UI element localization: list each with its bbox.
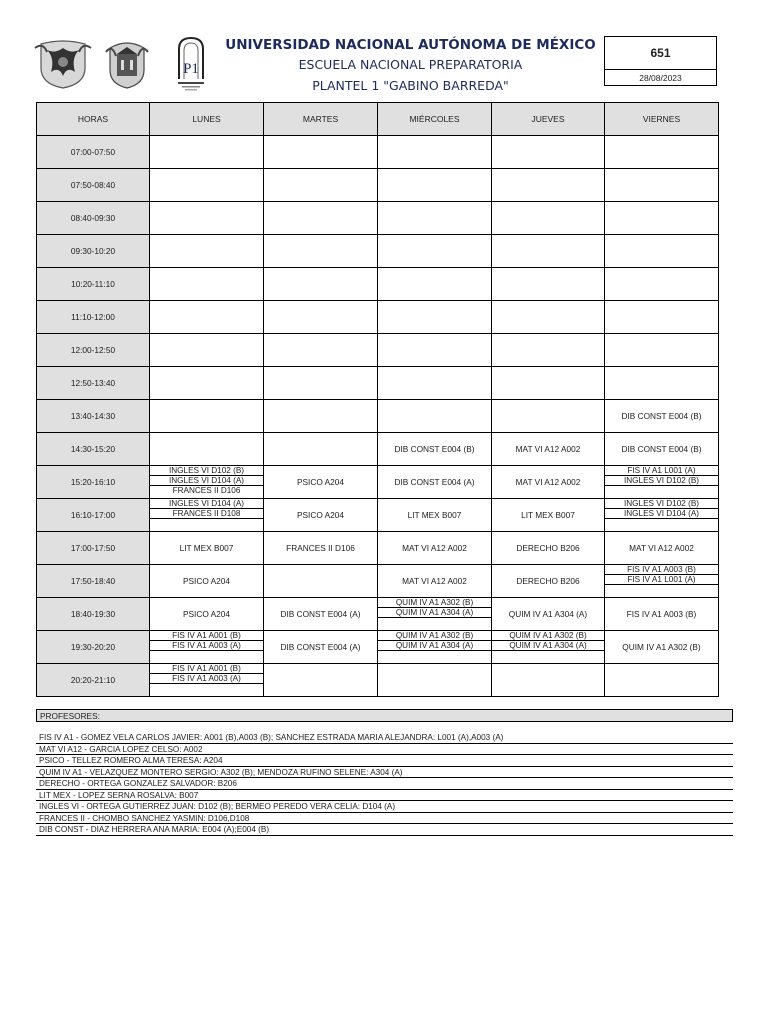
class-entry: FIS IV A1 L001 (A) [605, 466, 718, 476]
schedule-cell [378, 235, 492, 268]
cell-spacer [605, 519, 718, 522]
class-entry: LIT MEX B007 [407, 510, 462, 520]
class-entry: FIS IV A1 A001 (B) [150, 631, 263, 641]
enp-crest-icon [104, 38, 150, 90]
schedule-cell [264, 631, 378, 664]
schedule-cell [264, 334, 378, 367]
table-row [37, 499, 719, 532]
professor-entry: MAT VI A12 - GARCIA LOPEZ CELSO: A002 [36, 744, 733, 756]
class-entry: QUIM IV A1 A304 (A) [508, 609, 588, 619]
schedule-cell [378, 466, 492, 499]
hour-cell: 12:00-12:50 [37, 334, 150, 367]
cell-spacer [150, 684, 263, 687]
schedule-cell [378, 334, 492, 367]
table-row [37, 268, 719, 301]
hour-cell: 17:00-17:50 [37, 532, 150, 565]
professor-entry: DIB CONST - DIAZ HERRERA ANA MARIA: E004 (A);E004 (B) [36, 824, 733, 836]
schedule-cell [605, 136, 719, 169]
schedule-cell [264, 400, 378, 433]
schedule-cell [264, 136, 378, 169]
schedule-cell [150, 235, 264, 268]
schedule-cell [264, 466, 378, 499]
schedule-cell [150, 499, 264, 532]
schedule-cell [492, 400, 605, 433]
hour-cell: 16:10-17:00 [37, 499, 150, 532]
schedule-cell [605, 466, 719, 499]
schedule-cell [605, 334, 719, 367]
cell-spacer [378, 618, 491, 621]
column-header: MIÉRCOLES [378, 103, 492, 136]
class-entry: PSICO A204 [182, 576, 231, 586]
schedule-cell [492, 466, 605, 499]
schedule-cell [150, 664, 264, 697]
schedule-cell [378, 664, 492, 697]
hour-cell: 08:40-09:30 [37, 202, 150, 235]
schedule-cell [605, 169, 719, 202]
schedule-cell [264, 367, 378, 400]
class-entry: FIS IV A1 A003 (B) [605, 565, 718, 575]
schedule-cell [264, 664, 378, 697]
class-entry: QUIM IV A1 A304 (A) [378, 641, 491, 651]
class-entry: LIT MEX B007 [521, 510, 575, 520]
schedule-cell [150, 268, 264, 301]
table-row [37, 433, 719, 466]
schedule-cell [605, 664, 719, 697]
column-header: HORAS [37, 103, 150, 136]
schedule-cell [264, 433, 378, 466]
column-header: MARTES [264, 103, 378, 136]
schedule-cell [605, 400, 719, 433]
table-row [37, 202, 719, 235]
class-entry: INGLES VI D104 (A) [605, 509, 718, 519]
table-row [37, 466, 719, 499]
schedule-cell [492, 499, 605, 532]
hour-cell: 19:30-20:20 [37, 631, 150, 664]
hour-cell: 12:50-13:40 [37, 367, 150, 400]
schedule-cell [492, 664, 605, 697]
schedule-cell [605, 565, 719, 598]
schedule-cell [264, 565, 378, 598]
document-date: 28/08/2023 [639, 73, 682, 83]
class-entry: INGLES VI D102 (B) [605, 476, 718, 486]
schedule-cell [150, 598, 264, 631]
professor-entry: PSICO - TELLEZ ROMERO ALMA TERESA: A204 [36, 755, 733, 767]
schedule-cell [378, 499, 492, 532]
schedule-cell [605, 235, 719, 268]
schedule-cell [150, 433, 264, 466]
cell-spacer [150, 519, 263, 522]
schedule-cell [150, 169, 264, 202]
table-row [37, 367, 719, 400]
schedule-cell [378, 202, 492, 235]
class-entry: MAT VI A12 A002 [515, 477, 581, 487]
class-entry: QUIM IV A1 A302 (B) [378, 631, 491, 641]
hour-cell: 15:20-16:10 [37, 466, 150, 499]
schedule-cell [605, 532, 719, 565]
class-entry: INGLES VI D104 (A) [150, 499, 263, 509]
professor-entry: QUIM IV A1 - VELAZQUEZ MONTERO SERGIO: A302 (B); MENDOZA RUFINO SELENE: A304 (A) [36, 767, 733, 779]
hour-cell: 11:10-12:00 [37, 301, 150, 334]
schedule-cell [492, 631, 605, 664]
schedule-cell [492, 169, 605, 202]
schedule-cell [378, 400, 492, 433]
class-entry: PSICO A204 [182, 609, 231, 619]
schedule-cell [605, 433, 719, 466]
schedule-cell [264, 532, 378, 565]
schedule-cell [492, 598, 605, 631]
professor-entry: FIS IV A1 - GOMEZ VELA CARLOS JAVIER: A001 (B),A003 (B); SANCHEZ ESTRADA MARIA ALEJANDRA: L001 (A),A003 (A) [36, 732, 733, 744]
group-number: 651 [605, 37, 716, 70]
schedule-cell [378, 268, 492, 301]
campus-name: PLANTEL 1 "GABINO BARREDA" [312, 78, 509, 93]
class-entry: PSICO A204 [296, 477, 345, 487]
cell-spacer [605, 585, 718, 588]
schedule-cell [150, 532, 264, 565]
class-entry: FIS IV A1 A003 (A) [150, 674, 263, 684]
professor-entry: LIT MEX - LOPEZ SERNA ROSALVA: B007 [36, 790, 733, 802]
class-entry: DERECHO B206 [516, 543, 580, 553]
schedule-cell [150, 466, 264, 499]
svg-text:P1: P1 [183, 61, 199, 77]
schedule-cell [605, 598, 719, 631]
schedule-cell [492, 202, 605, 235]
schedule-cell [492, 301, 605, 334]
schedule-cell [492, 565, 605, 598]
hour-cell: 09:30-10:20 [37, 235, 150, 268]
class-entry: DIB CONST E004 (A) [280, 609, 361, 619]
class-entry: INGLES VI D104 (A) [150, 476, 263, 486]
professors-label: PROFESORES: [36, 709, 733, 722]
cell-spacer [378, 651, 491, 654]
hour-cell: 14:30-15:20 [37, 433, 150, 466]
schedule-cell [150, 334, 264, 367]
column-header: VIERNES [605, 103, 719, 136]
professors-list [36, 732, 733, 836]
class-entry: PSICO A204 [296, 510, 345, 520]
table-row [37, 400, 719, 433]
table-row [37, 664, 719, 697]
class-entry: FIS IV A1 A003 (B) [626, 609, 697, 619]
schedule-cell [150, 565, 264, 598]
cell-spacer [605, 486, 718, 489]
class-entry: INGLES VI D102 (B) [605, 499, 718, 509]
cell-spacer [150, 651, 263, 654]
schedule-cell [605, 268, 719, 301]
schedule-cell [150, 202, 264, 235]
class-entry: INGLES VI D102 (B) [150, 466, 263, 476]
class-entry: FRANCES II D106 [172, 486, 241, 495]
schedule-cell [264, 301, 378, 334]
class-entry: FIS IV A1 A001 (B) [150, 664, 263, 674]
schedule-cell [605, 202, 719, 235]
hour-cell: 10:20-11:10 [37, 268, 150, 301]
schedule-cell [378, 532, 492, 565]
schedule-cell [605, 367, 719, 400]
schedule-cell [605, 499, 719, 532]
schedule-cell [378, 631, 492, 664]
class-entry: MAT VI A12 A002 [629, 543, 694, 553]
schedule-cell [492, 235, 605, 268]
class-entry: QUIM IV A1 A304 (A) [378, 608, 491, 618]
class-entry: MAT VI A12 A002 [402, 576, 467, 586]
schedule-cell [264, 235, 378, 268]
class-entry: FIS IV A1 A003 (A) [150, 641, 263, 651]
hour-cell: 07:00-07:50 [37, 136, 150, 169]
class-entry: FRANCES II D106 [286, 543, 355, 553]
hour-cell: 17:50-18:40 [37, 565, 150, 598]
schedule-cell [264, 499, 378, 532]
schedule-cell [378, 598, 492, 631]
class-entry: DIB CONST E004 (B) [621, 411, 702, 421]
schedule-cell [378, 367, 492, 400]
table-row [37, 169, 719, 202]
class-entry: FRANCES II D108 [150, 509, 263, 519]
schedule-cell [378, 169, 492, 202]
schedule-cell [492, 433, 605, 466]
column-header: JUEVES [492, 103, 605, 136]
professor-entry: FRANCES II - CHOMBO SANCHEZ YASMIN: D106,D108 [36, 813, 733, 825]
table-row [37, 532, 719, 565]
schedule-cell [264, 598, 378, 631]
schedule-cell [264, 169, 378, 202]
hour-cell: 07:50-08:40 [37, 169, 150, 202]
schedule-cell [150, 136, 264, 169]
hour-cell: 20:20-21:10 [37, 664, 150, 697]
schedule-cell [150, 367, 264, 400]
professor-entry: INGLES VI - ORTEGA GUTIERREZ JUAN: D102 (B); BERMEO PEREDO VERA CELIA: D104 (A) [36, 801, 733, 813]
schedule-cell [492, 268, 605, 301]
column-header: LUNES [150, 103, 264, 136]
schedule-cell [492, 367, 605, 400]
schedule-cell [378, 301, 492, 334]
schedule-cell [492, 334, 605, 367]
group-info-box [604, 36, 717, 86]
header-titles [218, 36, 603, 96]
table-row [37, 136, 719, 169]
school-name: ESCUELA NACIONAL PREPARATORIA [298, 57, 523, 72]
table-row [37, 235, 719, 268]
schedule-cell [492, 532, 605, 565]
schedule-cell [264, 202, 378, 235]
table-row [37, 565, 719, 598]
hour-cell: 18:40-19:30 [37, 598, 150, 631]
class-entry: QUIM IV A1 A304 (A) [492, 641, 604, 651]
cell-spacer [492, 651, 604, 654]
class-entry: DIB CONST E004 (B) [394, 444, 475, 454]
schedule-cell [605, 301, 719, 334]
hour-cell: 13:40-14:30 [37, 400, 150, 433]
schedule-cell [150, 301, 264, 334]
table-row [37, 631, 719, 664]
class-entry: QUIM IV A1 A302 (B) [378, 598, 491, 608]
plantel1-logo-icon [174, 35, 208, 93]
table-row [37, 301, 719, 334]
class-entry: FIS IV A1 L001 (A) [605, 575, 718, 585]
schedule-cell [150, 631, 264, 664]
schedule-header-row [37, 103, 719, 136]
professor-entry: DERECHO - ORTEGA GONZALEZ SALVADOR: B206 [36, 778, 733, 790]
schedule-cell [378, 433, 492, 466]
schedule-cell [150, 400, 264, 433]
class-entry: QUIM IV A1 A302 (B) [492, 631, 604, 641]
schedule-cell [264, 268, 378, 301]
table-row [37, 334, 719, 367]
class-entry: MAT VI A12 A002 [402, 543, 467, 553]
schedule-table [36, 102, 719, 697]
schedule-cell [605, 631, 719, 664]
university-name: UNIVERSIDAD NACIONAL AUTÓNOMA DE MÉXICO [225, 37, 596, 53]
class-entry: DIB CONST E004 (B) [621, 444, 702, 454]
class-entry: DERECHO B206 [516, 576, 580, 586]
class-entry: MAT VI A12 A002 [515, 444, 581, 454]
class-entry: DIB CONST E004 (A) [394, 477, 475, 487]
schedule-cell [492, 136, 605, 169]
class-entry: DIB CONST E004 (A) [280, 642, 361, 652]
unam-crest-icon [33, 38, 93, 90]
table-row [37, 598, 719, 631]
schedule-cell [378, 136, 492, 169]
class-entry: LIT MEX B007 [179, 543, 234, 553]
class-entry: QUIM IV A1 A302 (B) [622, 642, 701, 652]
schedule-cell [378, 565, 492, 598]
